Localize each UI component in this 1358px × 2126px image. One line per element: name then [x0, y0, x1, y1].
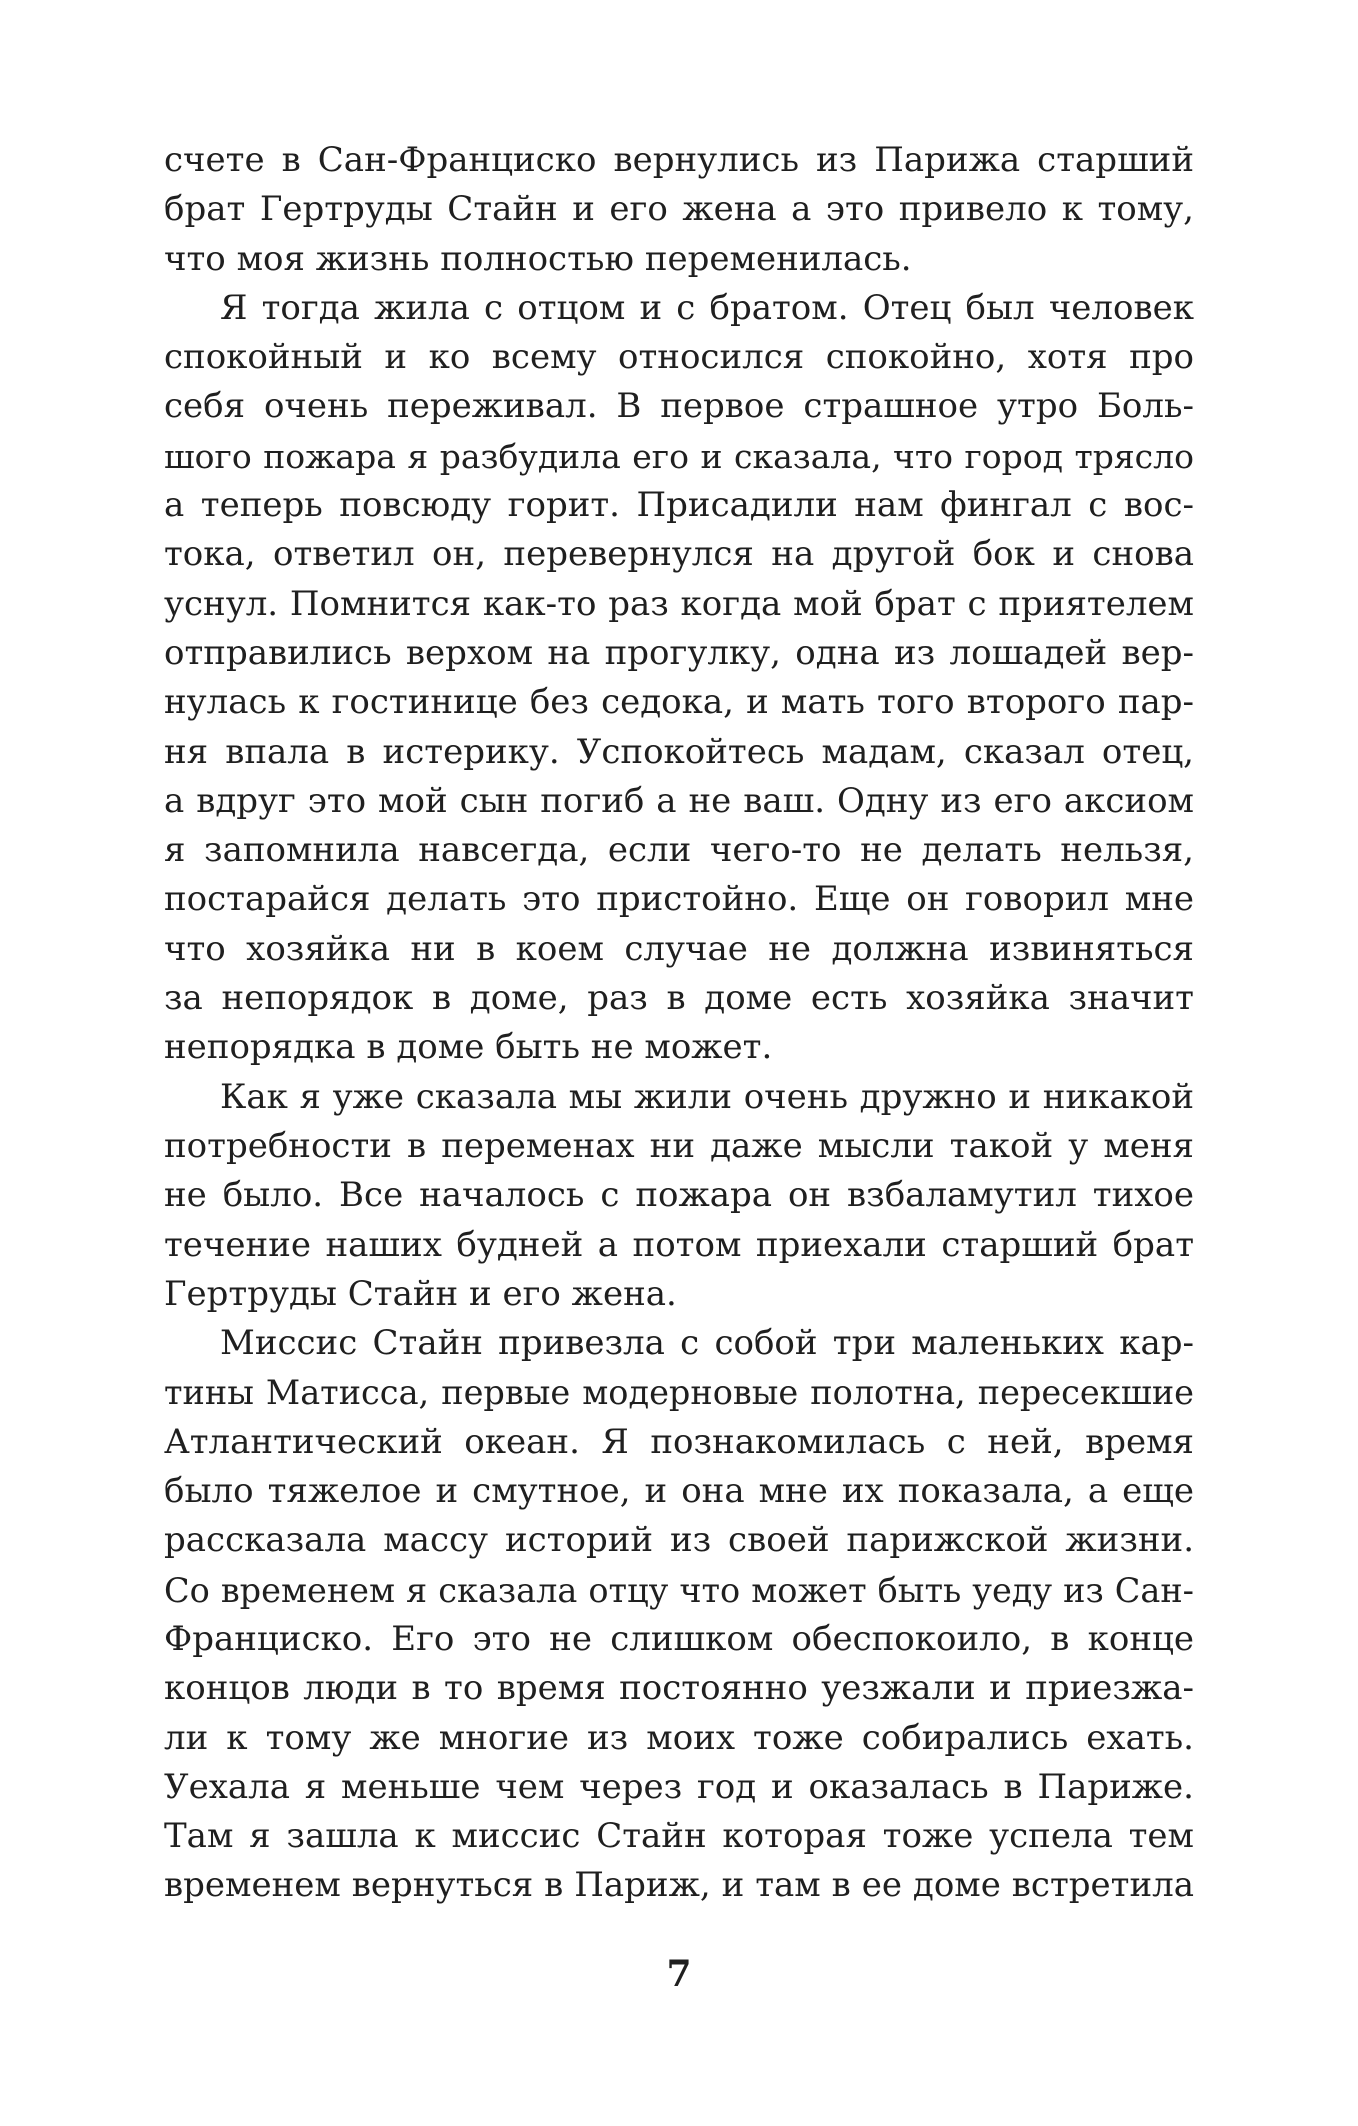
text-line: Миссис Стайн привезла с собой три маленьких кар-: [220, 1323, 1194, 1364]
text-line: Уехала я меньше чем через год и оказалась в Париже.: [164, 1766, 1194, 1807]
text-line: Я тогда жила с отцом и с братом. Отец был человек: [220, 287, 1194, 328]
text-line: брат Гертруды Стайн и его жена а это привело к тому,: [164, 189, 1194, 230]
text-line: ли к тому же многие из моих тоже собирались ехать.: [164, 1717, 1194, 1758]
text-line: отправились верхом на прогулку, одна из лошадей вер-: [164, 632, 1194, 673]
text-line: потребности в переменах ни даже мысли такой у меня: [164, 1125, 1194, 1166]
text-line: тины Матисса, первые модерновые полотна, пересекшие: [164, 1373, 1194, 1413]
text-line: нулась к гостинице без седока, и мать того второго пар-: [164, 682, 1194, 723]
text-line: себя очень переживал. В первое страшное утро Боль-: [164, 386, 1194, 427]
text-line: постарайся делать это пристойно. Еще он говорил мне: [164, 879, 1194, 920]
text-line: тока, ответил он, перевернулся на другой бок и снова: [164, 534, 1194, 575]
text-line: за непорядок в доме, раз в доме есть хозяйка значит: [164, 978, 1194, 1019]
text-line: а теперь повсюду горит. Присадили нам фингал с вос-: [164, 485, 1194, 526]
text-line: концов люди в то время постоянно уезжали и приезжа-: [164, 1668, 1194, 1709]
text-line: Гертруды Стайн и его жена.: [164, 1273, 677, 1314]
body-text: [164, 136, 1194, 1911]
text-line: шого пожара я разбудила его и сказала, что город трясло: [164, 436, 1194, 476]
page-number: 7: [666, 1953, 692, 1995]
text-line: течение наших будней а потом приехали старший брат: [164, 1224, 1194, 1265]
text-line: спокойный и ко всему относился спокойно, хотя про: [164, 337, 1194, 378]
text-line: рассказала массу историй из своей парижской жизни.: [164, 1520, 1194, 1561]
text-line: Там я зашла к миссис Стайн которая тоже успела тем: [164, 1816, 1194, 1857]
text-line: не было. Все началось с пожара он взбаламутил тихое: [164, 1175, 1194, 1216]
text-line: временем вернуться в Париж, и там в ее доме встретила: [164, 1865, 1194, 1906]
text-line: я запомнила навсегда, если чего-то не делать нельзя,: [164, 830, 1194, 871]
text-line: счете в Сан-Франциско вернулись из Парижа старший: [164, 140, 1194, 180]
text-line: Атлантический океан. Я познакомилась с ней, время: [164, 1421, 1194, 1462]
text-line: Со временем я сказала отцу что может быть уеду из Сан-: [164, 1570, 1194, 1610]
text-line: уснул. Помнится как-то раз когда мой брат с приятелем: [164, 583, 1194, 624]
text-line: что хозяйка ни в коем случае не должна извиняться: [164, 928, 1194, 969]
text-line: было тяжелое и смутное, и она мне их показала, а еще: [164, 1471, 1194, 1512]
text-line: непорядка в доме быть не может.: [164, 1027, 773, 1068]
text-line: а вдруг это мой сын погиб а не ваш. Одну из его аксиом: [164, 780, 1194, 821]
text-line: Как я уже сказала мы жили очень дружно и никакой: [220, 1076, 1194, 1117]
text-line: Франциско. Его это не слишком обеспокоило, в конце: [164, 1618, 1194, 1659]
text-line: ня впала в истерику. Успокойтесь мадам, сказал отец,: [164, 731, 1194, 772]
text-line: что моя жизнь полностью переменилась.: [164, 238, 912, 279]
